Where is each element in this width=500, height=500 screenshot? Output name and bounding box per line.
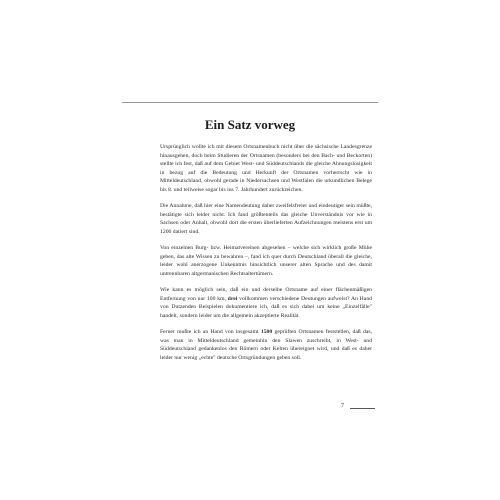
- paragraph-4-emphasis: drei: [227, 295, 238, 302]
- paragraph-3-text: Von einzelnen Burg- bzw. Heimatvereinen abgesehen – welche sich wirklich große Mühe geben, das alte Wissen zu bewahren –, fand ich quer durch Deutschland überall die gleiche, leider wohl anerzogene Unkenntnis hinsichtlich unserer alten Sprache und des damit untrennbaren altgermanischen Rechtsaltertümern.: [160, 245, 372, 277]
- paragraph-4: [160, 286, 372, 320]
- top-rule: [122, 102, 378, 103]
- paragraph-3: [160, 244, 372, 278]
- paragraph-2: [160, 202, 372, 236]
- paragraph-5-text-b: geprüften Ortsnamen feststellen, daß das, was man in Mitteldeutschland gemeinhin den Slawen zuschreibt, in West- und Süddeutschland gedankenlos den Römern oder Kelten übereignet wird, und daß es daher leider nur wenig „echte" deutsche Ortsgründungen geben soll.: [160, 329, 372, 361]
- page-number: 7: [341, 403, 344, 409]
- paragraph-4-text-b: vollkommen verschiedene Deutungen aufweist? An Hand von Dutzenden Beispielen dokumentiere ich, daß es sich dabei um keine „Einzelfälle" handelt, sondern leider um die allgemein akzeptierte Realität.: [160, 295, 373, 319]
- paragraph-2-text: Die Annahme, daß hier eine Namendeutung daher zweifelsfreier und eindeutiger sein müßte, bestätigte sich leider nicht. Ich fand größtenteils das gleiche Unverständnis vor wie in Sachsen oder Anhalt, obwohl dort die ersten überlieferten Aufzeichnungen meistens erst um 1200 datiert sind.: [160, 203, 372, 235]
- page-number-rule: [350, 408, 375, 409]
- paragraph-4-text-a: Wie kann es möglich sein, daß ein und derselbe Ortsname auf einer flächenmäßigen Entfernung von nur 100 km,: [160, 287, 372, 302]
- paragraph-5: [160, 328, 372, 362]
- chapter-title: Ein Satz vorweg: [204, 117, 296, 132]
- paragraph-5-text-a: Ferner mußte ich an Hand von insgesamt: [160, 329, 261, 335]
- body-text: [160, 143, 372, 370]
- paragraph-1: [160, 143, 372, 194]
- paragraph-5-emphasis: 1500: [260, 329, 273, 335]
- paragraph-1-text: Ursprünglich wollte ich mit diesem Ortsnamenbuch nicht über die sächsische Landesgrenze hinausgehen, doch beim Studieren der Ortsnamen (besonders bei den Bach- und Beckorten) stellte ich fest, daß auf dem Gebiet West- und Süddeutschlands die gleiche Ahnungslosigkeit in bezug auf die Bedeutung und Herkunft der Ortsnamen vorherrscht wie in Mitteldeutschland, obwohl gerade in Niedersachsen und Westfalen die urkundlichen Belege bis 8. und teilweise sogar bis ins 7. Jahrhundert zurückreichen.: [160, 144, 372, 193]
